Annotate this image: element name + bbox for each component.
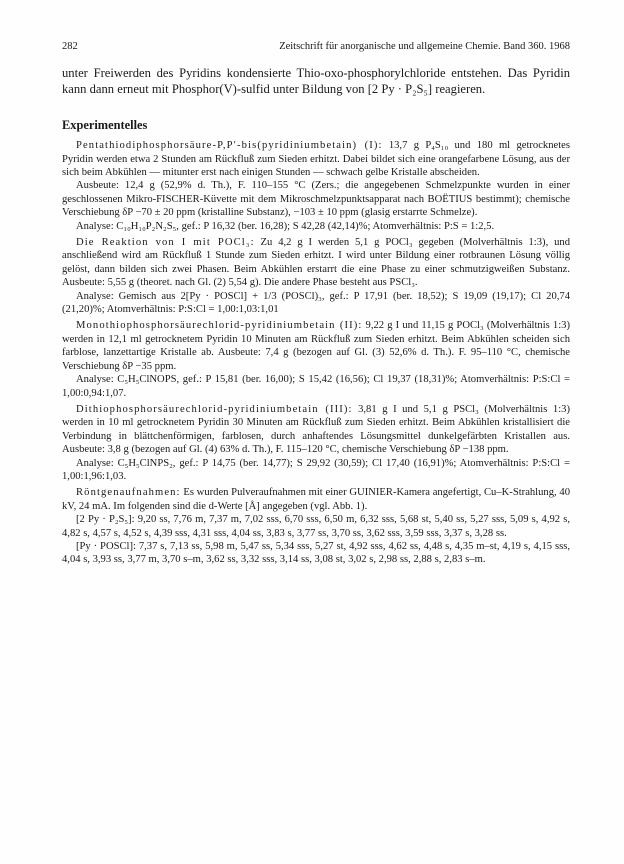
paragraph-xray bbox=[62, 486, 570, 513]
paragraph-text: Zu 4,2 g I werden 5,1 g POCl₃ gegeben (Molverhältnis 1:3), und anschließend wird am Rückfluß 1 Stunde zum Sieden erhitzt. I wird unter Bildung einer rotbraunen Lösung völlig gelöst, dann bilden sich zwei Phasen. Beim Abkühlen erstarrt die eine Phase zu einer schmutzigweißen Substanz. Ausbeute: 5,55 g (theoret. nach Gl. (2) 5,54 g). Die andere Phase besteht aus PSCl₃. bbox=[62, 237, 570, 289]
paragraph-text: Analyse: C₅H₅ClNOPS, gef.: P 15,81 (ber. 16,00); S 15,42 (16,56); Cl 19,37 (18,31)%; Atomverhältnis: P:S:Cl = 1,00:0,94:1,07. bbox=[62, 374, 570, 399]
paragraph-text: Analyse: C₅H₅ClNPS₂, gef.: P 14,75 (ber. 14,77); S 29,92 (30,59); Cl 17,40 (16,91)%; Atomverhältnis: P:S:Cl = 1,00:1,96:1,03. bbox=[62, 457, 570, 482]
paragraph-analysis-ii bbox=[62, 373, 570, 400]
paragraph-text: Es wurden Pulveraufnahmen mit einer GUINIER-Kamera angefertigt, Cu–K-Strahlung, 40 kV, 24 mA. Im folgenden sind die d-Werte [Å] angegeben (vgl. Abb. 1). bbox=[62, 487, 570, 512]
paragraph-reaction-pocl3 bbox=[62, 236, 570, 290]
paragraph-text: Analyse: C₁₀H₁₀P₂N₂S₅, gef.: P 16,32 (ber. 16,28); S 42,28 (42,14)%; Atomverhältnis: P:S = 1:2,5. bbox=[76, 220, 495, 232]
running-head bbox=[62, 40, 570, 54]
intro-paragraph: unter Freiwerden des Pyridins kondensierte Thio-oxo-phosphorylchloride entstehen. Das Pyridin kann dann erneut mit Phosphor(V)-sulfid unter Bildung von [2 Py · P₂S₅] reagieren. bbox=[62, 66, 570, 96]
page-number: 282 bbox=[62, 41, 78, 52]
paragraph-analysis-iii bbox=[62, 457, 570, 484]
paragraph-synthesis-ii bbox=[62, 319, 570, 373]
paragraph-text: Ausbeute: 12,4 g (52,9% d. Th.), F. 110–155 °C (Zers.; die angegebenen Schmelzpunkte wurden in einer geschlossenen Mikro-FISCHER-Küvette mit dem Mikroschmelzpunktsapparat nach BOËTIUS bestimmt); chemische Verschiebung δP −70 ± 20 ppm (kristalline Substanz), −103 ± 10 ppm (glasig erstarrte Schmelze). bbox=[62, 180, 570, 219]
compound-heading-iii: Dithiophosphorsäurechlorid-pyridiniumbetain (III): bbox=[76, 403, 353, 415]
paragraph-text: 9,22 g I und 11,15 g POCl₃ (Molverhältnis 1:3) werden in 12,1 ml getrocknetem Pyridin 10 Minuten am Rückfluß zum Sieden erhitzt. Beim Abkühlen scheiden sich farblose, lanzettartige Kristalle ab. Ausbeute: 7,4 g (bezogen auf Gl. (3) 52,6% d. Th.). F. 95–110 °C, chemische Verschiebung δP −35 ppm. bbox=[62, 320, 570, 372]
paragraph-text: [Py · POSCl]: 7,37 s, 7,13 ss, 5,98 m, 5,47 ss, 5,34 sss, 5,27 st, 4,92 sss, 4,62 ss, 4,48 s, 4,35 m–st, 4,19 s, 4,15 sss, 4,04 s, 3,93 ss, 3,77 m, 3,70 s–m, 3,62 ss, 3,32 sss, 3,14 ss, 3,08 st, 3,02 s, 2,98 ss, 2,88 s, 2,83 s–m. bbox=[62, 540, 570, 566]
paragraph-analysis-i bbox=[62, 220, 570, 233]
article-body bbox=[62, 66, 570, 567]
compound-heading-ii: Monothiophosphorsäurechlorid-pyridiniumbetain (II): bbox=[76, 320, 363, 332]
paragraph-d-values-2py-p2s5 bbox=[62, 513, 570, 540]
compound-heading-i: Pentathiodiphosphorsäure-P,P′-bis(pyridiniumbetain) (I): bbox=[76, 140, 383, 152]
paragraph-yield-i bbox=[62, 179, 570, 219]
paragraph-text: Analyse: Gemisch aus 2[Py · POSCl] + 1/3 (POSCl)₃, gef.: P 17,91 (ber. 18,52); S 19,09 (19,17); Cl 20,74 (21,20)%; Atomverhältnis: P:S:Cl = 1,00:1,03:1,01 bbox=[62, 290, 570, 316]
paragraph-synthesis-iii bbox=[62, 403, 570, 457]
reaction-heading: Die Reaktion von I mit POCl₃: bbox=[76, 237, 255, 249]
paragraph-text: [2 Py · P₂S₅]: 9,20 ss, 7,76 m, 7,37 m, 7,02 sss, 6,70 sss, 6,50 m, 6,32 sss, 5,68 st, 5,40 ss, 5,27 sss, 5,09 s, 4,92 s, 4,82 s, 4,57 s, 4,52 s, 4,39 sss, 4,31 sss, 4,04 ss, 3,83 s, 3,77 ss, 3,70 ss, 3,62 sss, 3,59 sss, 3,37 s, 3,28 ss. bbox=[62, 514, 570, 539]
paragraph-text: 13,7 g P₄S₁₀ und 180 ml getrocknetes Pyridin werden etwa 2 Stunden am Rückfluß zum Sieden erhitzt. Dabei bildet sich eine orangefarbene Lösung, aus der sich beim Abkühlen — mitunter erst nach einigen Stunden — schwach gelbe Kristalle abscheiden. bbox=[62, 140, 570, 178]
paragraph-text: 3,81 g I und 5,1 g PSCl₃ (Molverhältnis 1:3) werden in 10 ml getrocknetem Pyridin 30 Minuten am Rückfluß zum Sieden erhitzt. Beim Abkühlen kristallisiert die Verbindung in blättchenförmigen, farblosen, durch anhaftendes Lösungsmittel dunkelgefärbten Kristallen aus. Ausbeute: 3,8 g (bezogen auf Gl. (4) 63% d. Th.), F. 115–120 °C, chemische Verschiebung δP −138 ppm. bbox=[62, 403, 570, 456]
paragraph-d-values-py-poscl bbox=[62, 540, 570, 567]
paragraph-synthesis-i bbox=[62, 139, 570, 179]
journal-title: Zeitschrift für anorganische und allgemeine Chemie. Band 360. 1968 bbox=[279, 41, 570, 52]
paragraph-analysis-mixture bbox=[62, 290, 570, 317]
xray-heading: Röntgenaufnahmen: bbox=[76, 487, 181, 499]
section-title: Experimentelles bbox=[62, 118, 148, 133]
